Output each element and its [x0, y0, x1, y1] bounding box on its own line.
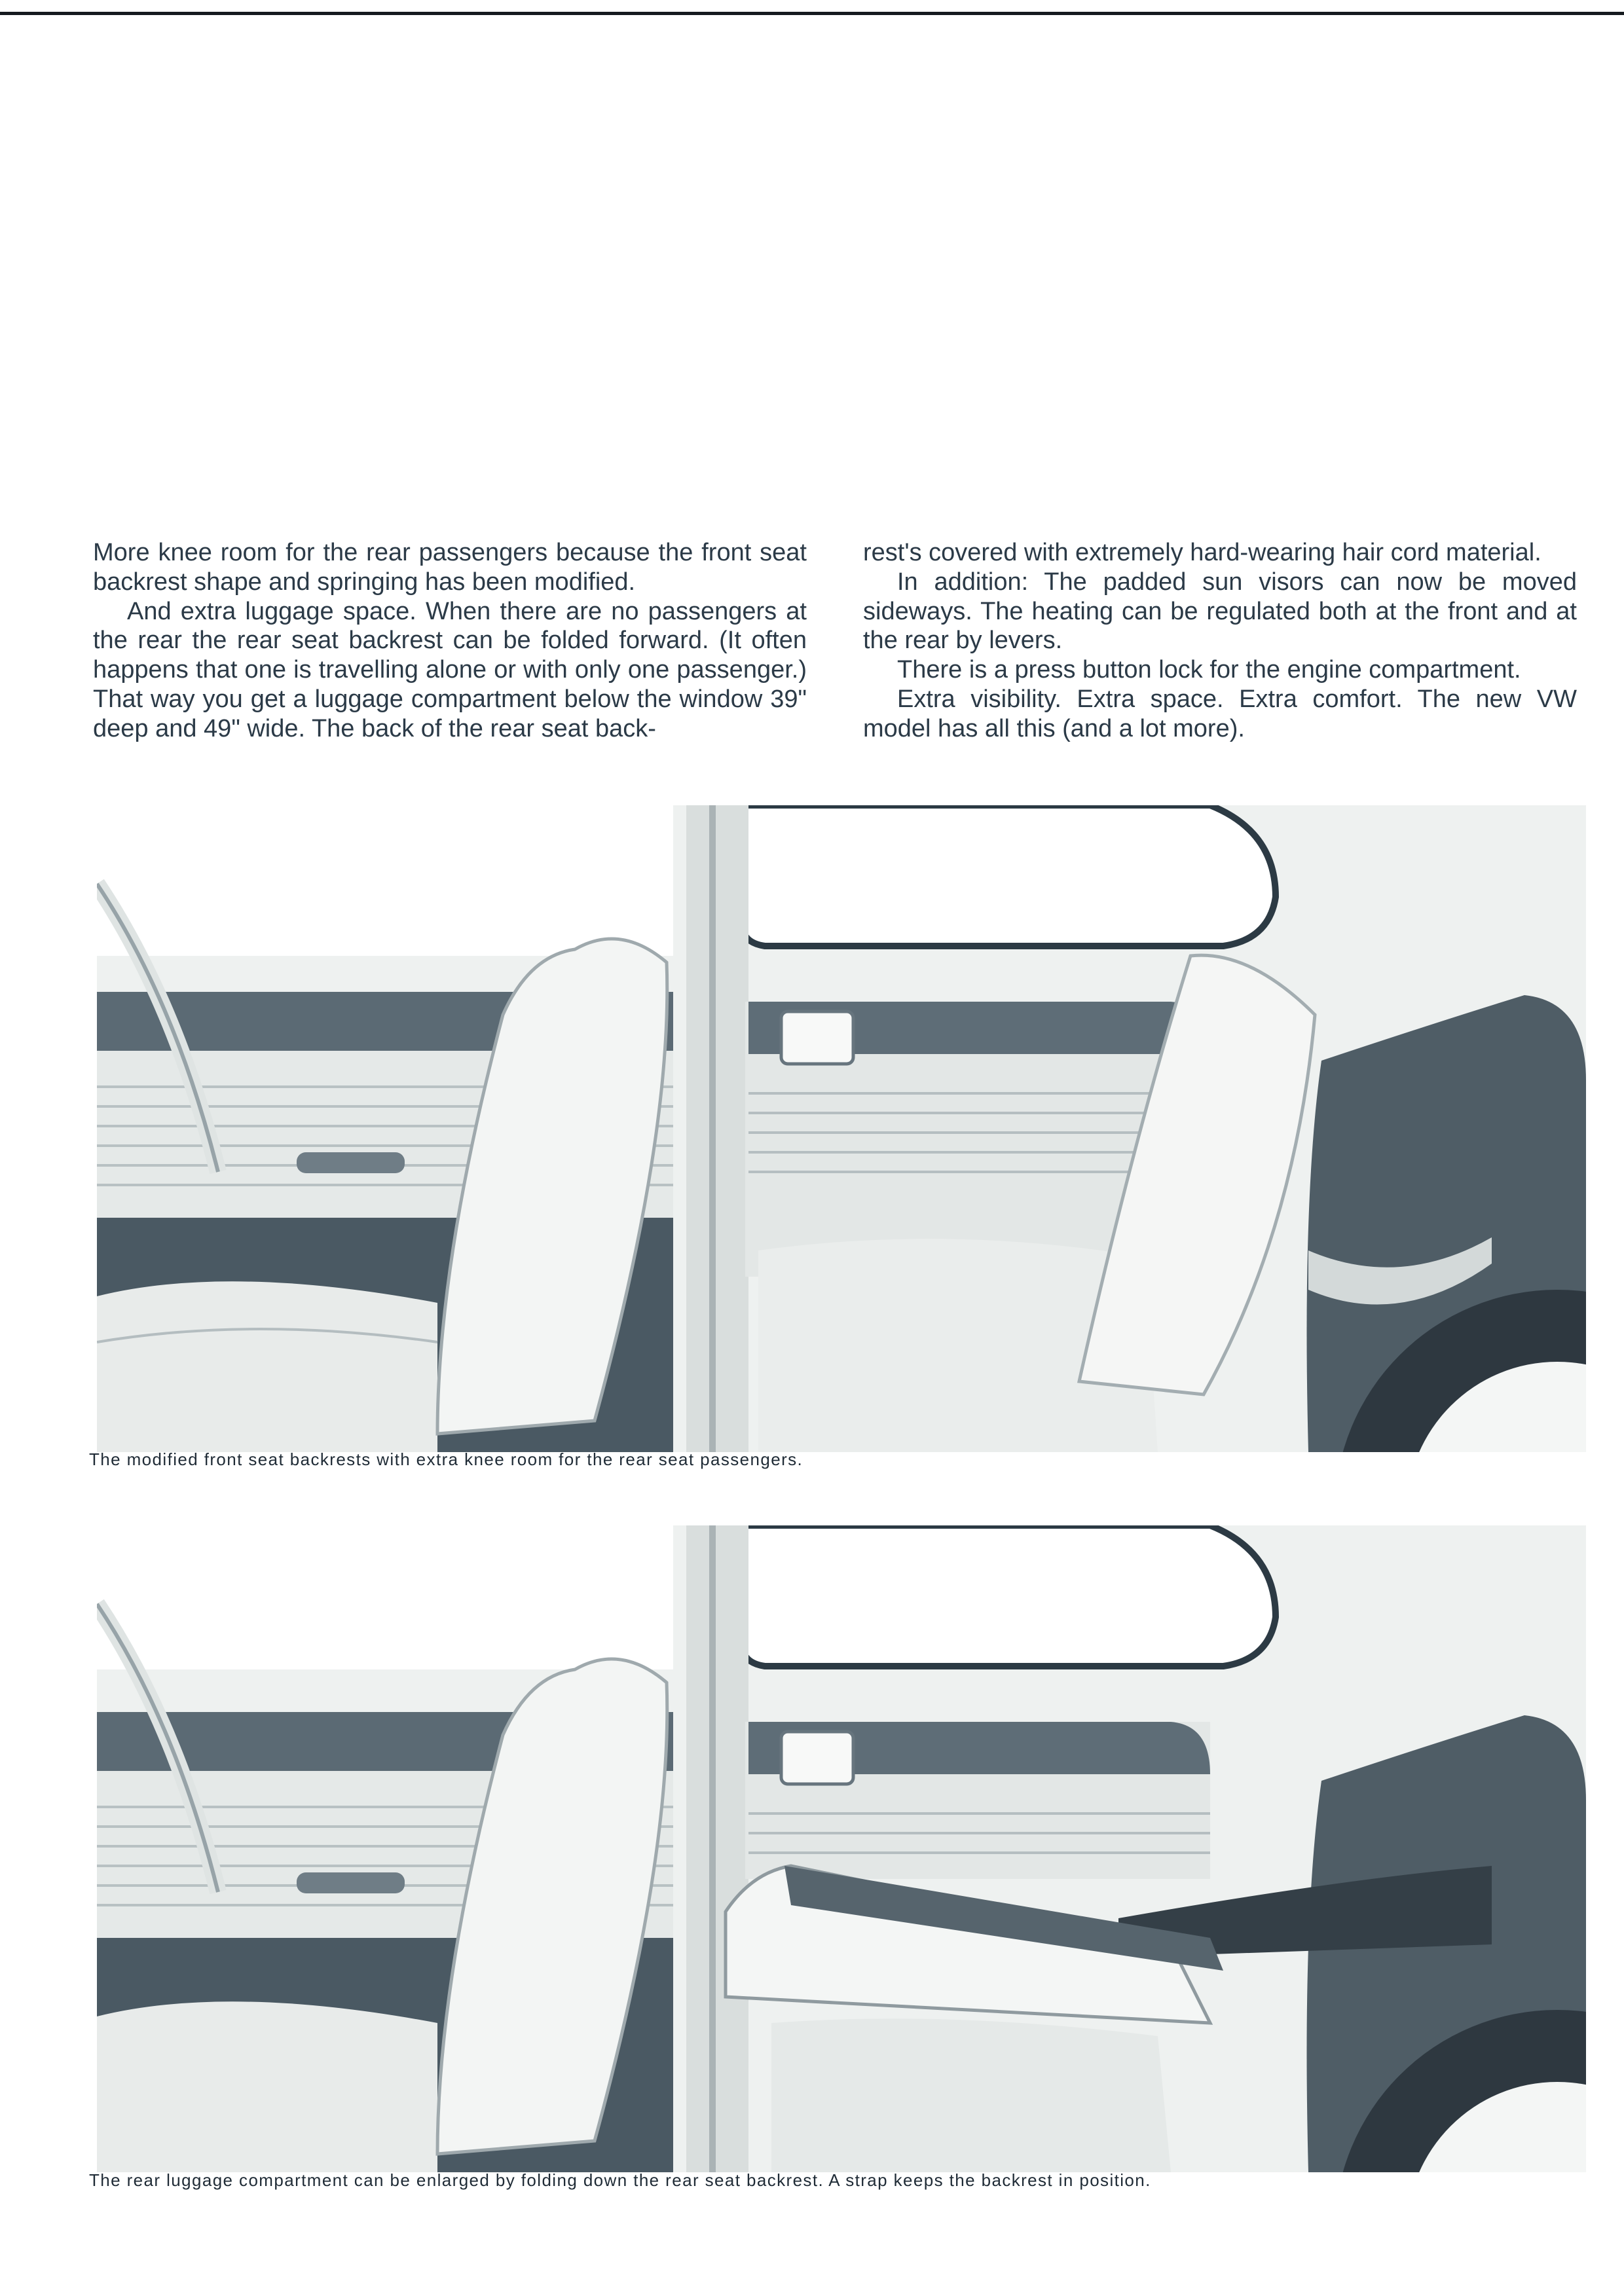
- figure-caption: The rear luggage compartment can be enlarged by folding down the rear seat backrest. A strap keeps the backrest in position.: [89, 2170, 1151, 2190]
- paragraph: In addition: The padded sun visors can now be moved sideways. The heating can be regulated both at the front and at the rear by levers.: [863, 568, 1577, 655]
- paragraph: There is a press button lock for the engine compartment.: [897, 656, 1521, 684]
- car-interior-photo: [97, 805, 1586, 1452]
- car-interior-photo: [97, 1525, 1586, 2172]
- text-column-right: [863, 538, 1577, 744]
- top-rule: [0, 12, 1624, 15]
- paragraph: Extra visibility. Extra space. Extra comfort. The new VW model has all this (and a lot more).: [863, 685, 1577, 742]
- figure-caption: The modified front seat backrests with extra knee room for the rear seat passengers.: [89, 1449, 803, 1469]
- paragraph: And extra luggage space. When there are no passengers at the rear the rear seat backrest can be folded forward. (It often happens that one is travelling alone or with only one passenger.) That way you get a luggage compartment below the window 39" deep and 49" wide. The back of the rear seat back-: [93, 597, 807, 742]
- paragraph: rest's covered with extremely hard-wearing hair cord material.: [863, 539, 1541, 566]
- paragraph: More knee room for the rear passengers because the front seat backrest shape and springing has been modified.: [93, 539, 807, 596]
- text-column-left: [93, 538, 807, 744]
